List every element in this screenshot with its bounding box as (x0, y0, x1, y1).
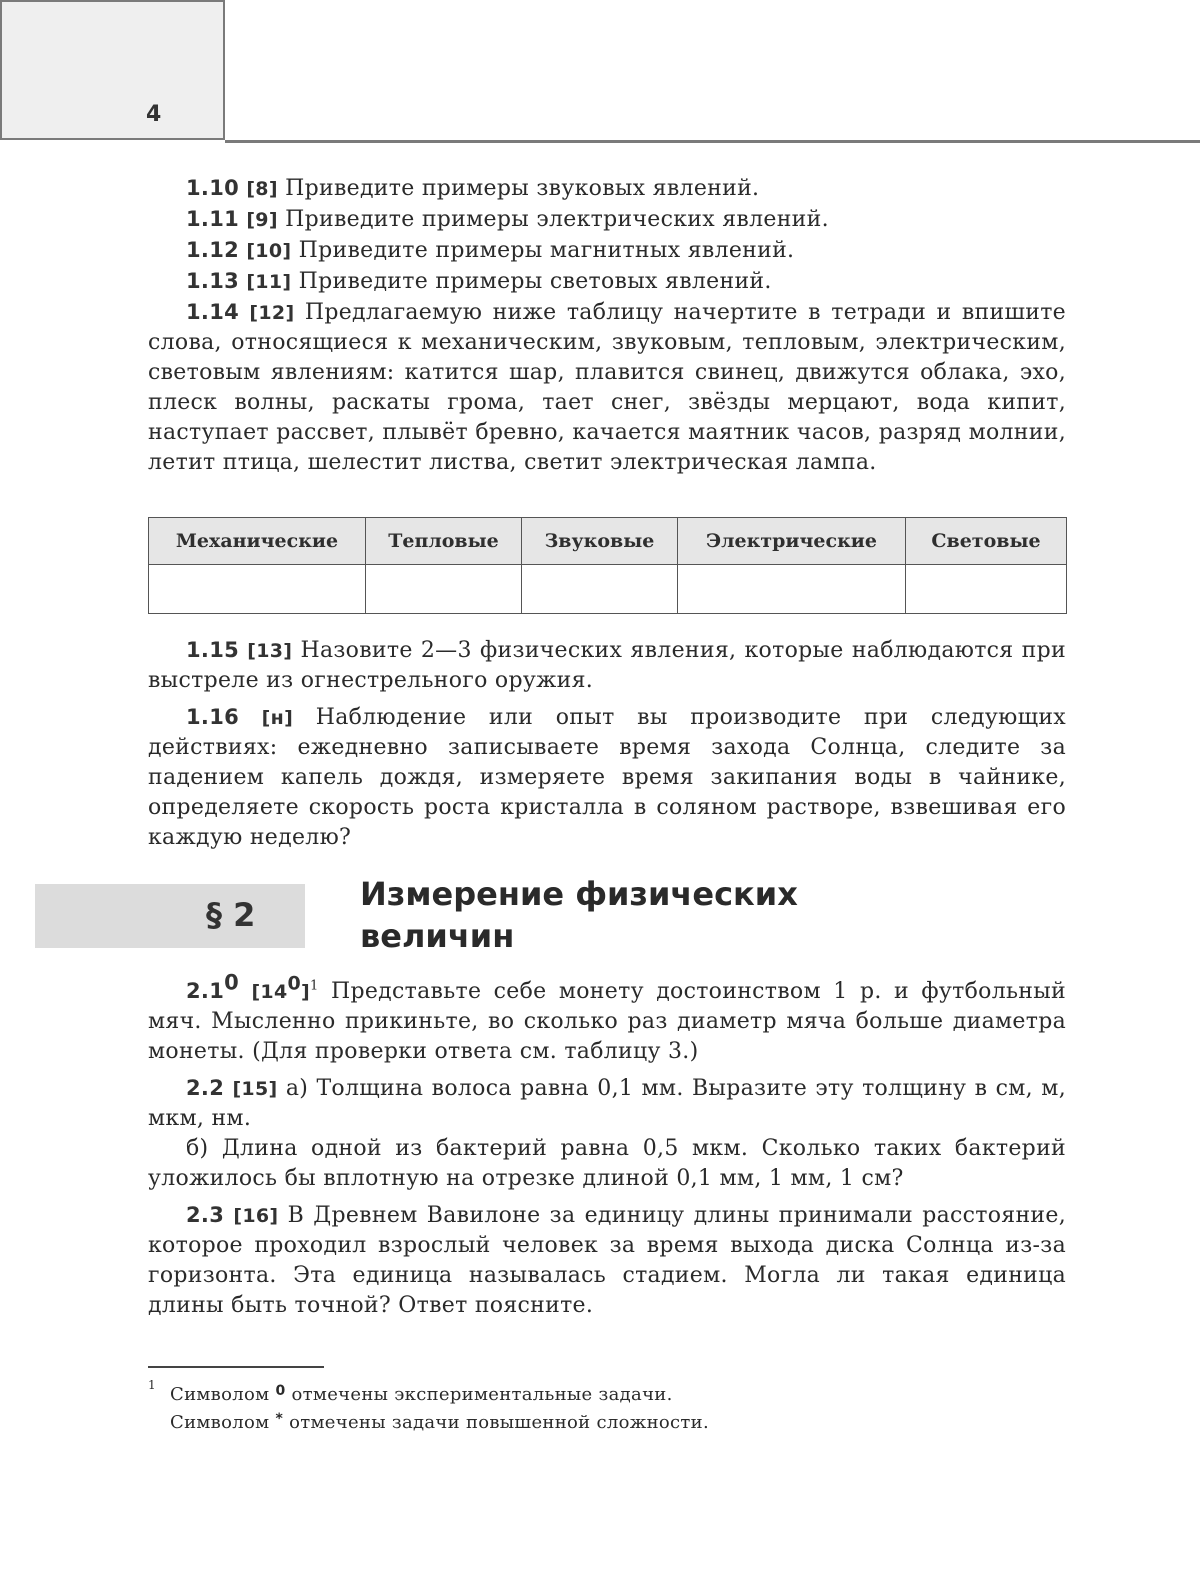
section-title: Измерение физических величин (360, 875, 798, 955)
header-rule (225, 140, 1200, 143)
section-label-box (35, 884, 305, 948)
phenomena-table (148, 517, 1067, 614)
task-2-1: $2.1^0$ $[14^0]^1$ Представьте себе монету достоинством 1 р. и футбольный мяч. Мысленно прикиньте, во сколько раз диаметр мяча больше диаметра монеты. (Для проверки ответа см. таблицу 3.) (148, 970, 1067, 1064)
table-cell (678, 565, 906, 614)
task-1-13: 1.13 [11] Приведите примеры световых явлений. (186, 269, 772, 294)
table-header-mechanical: Механические (149, 518, 366, 565)
table-cell (149, 565, 366, 614)
task-1-10: 1.10 [8] Приведите примеры звуковых явлений. (186, 176, 760, 201)
tasks-block-3 (148, 970, 1067, 1321)
task-2-2: 2.2 [15] а) Толщина волоса равна 0,1 мм. Выразите эту толщину в см, м, мкм, нм. (148, 1076, 1067, 1131)
footnote-mark: 1 (148, 1378, 156, 1392)
table-header-row (149, 518, 1067, 565)
task-2-2-b: б) Длина одной из бактерий равна 0,5 мкм. Сколько таких бактерий уложилось бы вплотную на отрезке длиной 0,1 мм, 1 мм, 1 см? (148, 1136, 1066, 1191)
footnote-line-2: Символом * отмечены задачи повышенной сложности. (170, 1411, 709, 1433)
task-1-16: 1.16 [н] Наблюдение или опыт вы производите при следующих действиях: ежедневно записываете время захода Солнца, следите за падением капель дождя, измеряете время закипания воды в чайнике, определяете скорость роста кристалла в соляном растворе, взвешивая его каждую неделю? (148, 705, 1067, 850)
table-header-light: Световые (906, 518, 1067, 565)
table-cell (522, 565, 678, 614)
table-header-electrical: Электрические (678, 518, 906, 565)
task-1-12: 1.12 [10] Приведите примеры магнитных явлений. (186, 238, 795, 263)
table-header-sound: Звуковые (522, 518, 678, 565)
task-1-15: 1.15 [13] Назовите 2—3 физических явления, которые наблюдаются при выстреле из огнестрельного оружия. (148, 638, 1066, 693)
footnote-ref: 1 (309, 978, 319, 994)
table-cell (906, 565, 1067, 614)
task-2-3: 2.3 [16] В Древнем Вавилоне за единицу длины принимали расстояние, которое проходил взрослый человек за время выхода диска Солнца из-за горизонта. Эта единица называлась стадием. Могла ли такая единица длины быть точной? Ответ поясните. (148, 1203, 1066, 1318)
task-1-11: 1.11 [9] Приведите примеры электрических явлений. (186, 207, 829, 232)
page-number-box (0, 0, 225, 140)
page-number: 4 (146, 102, 162, 127)
task-1-14: 1.14 [12] Предлагаемую ниже таблицу начертите в тетради и впишите слова, относящиеся к механическим, звуковым, тепловым, электрическим, световым явлениям: катится шар, плавится свинец, движутся облака, эхо, плеск волны, раскаты грома, тает снег, звёзды мерцают, вода кипит, наступает рассвет, плывёт бревно, качается маятник часов, разряд молнии, летит птица, шелестит листва, светит электрическая лампа. (148, 300, 1066, 475)
footnote-line-1: Символом $^0$ отмечены экспериментальные задачи. (170, 1383, 673, 1405)
table-cell (366, 565, 522, 614)
tasks-block-1 (148, 173, 1066, 478)
tasks-block-2 (148, 635, 1066, 853)
footnote-rule (148, 1366, 324, 1368)
section-label: § 2 (206, 896, 256, 934)
table-header-thermal: Тепловые (366, 518, 522, 565)
symbol-zero: 0 (275, 1383, 286, 1399)
table-row (149, 565, 1067, 614)
symbol-asterisk: * (275, 1411, 284, 1427)
